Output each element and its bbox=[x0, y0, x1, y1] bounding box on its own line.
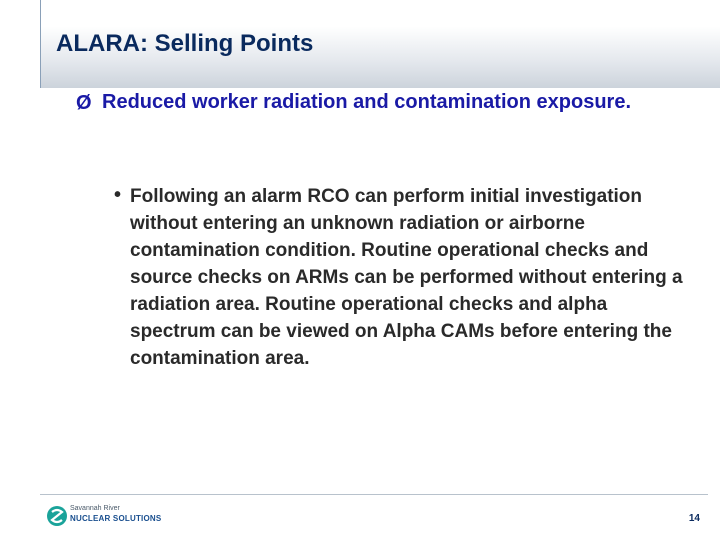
logo-text-nuclear-solutions: NUCLEAR SOLUTIONS bbox=[70, 514, 162, 523]
sub-bullet-text: Following an alarm RCO can perform initial investigation without entering an unknown radiation or airborne contamination condition. Routine operational checks and source checks on ARMs can be performed without entering a radiation area. Routine operational checks and alpha spectrum can be viewed on Alpha CAMs before entering the contamination area. bbox=[130, 186, 683, 369]
footer-divider bbox=[40, 494, 708, 495]
page-number: 14 bbox=[688, 513, 700, 524]
title-divider bbox=[40, 0, 41, 88]
logo-text-savannah-river: Savannah River bbox=[70, 505, 120, 512]
main-bullet-text: Reduced worker radiation and contamination exposure. bbox=[102, 91, 631, 113]
arrow-bullet-icon: Ø bbox=[76, 92, 92, 114]
sub-bullet-dot-icon: • bbox=[114, 184, 122, 206]
slide-title: ALARA: Selling Points bbox=[56, 30, 314, 57]
